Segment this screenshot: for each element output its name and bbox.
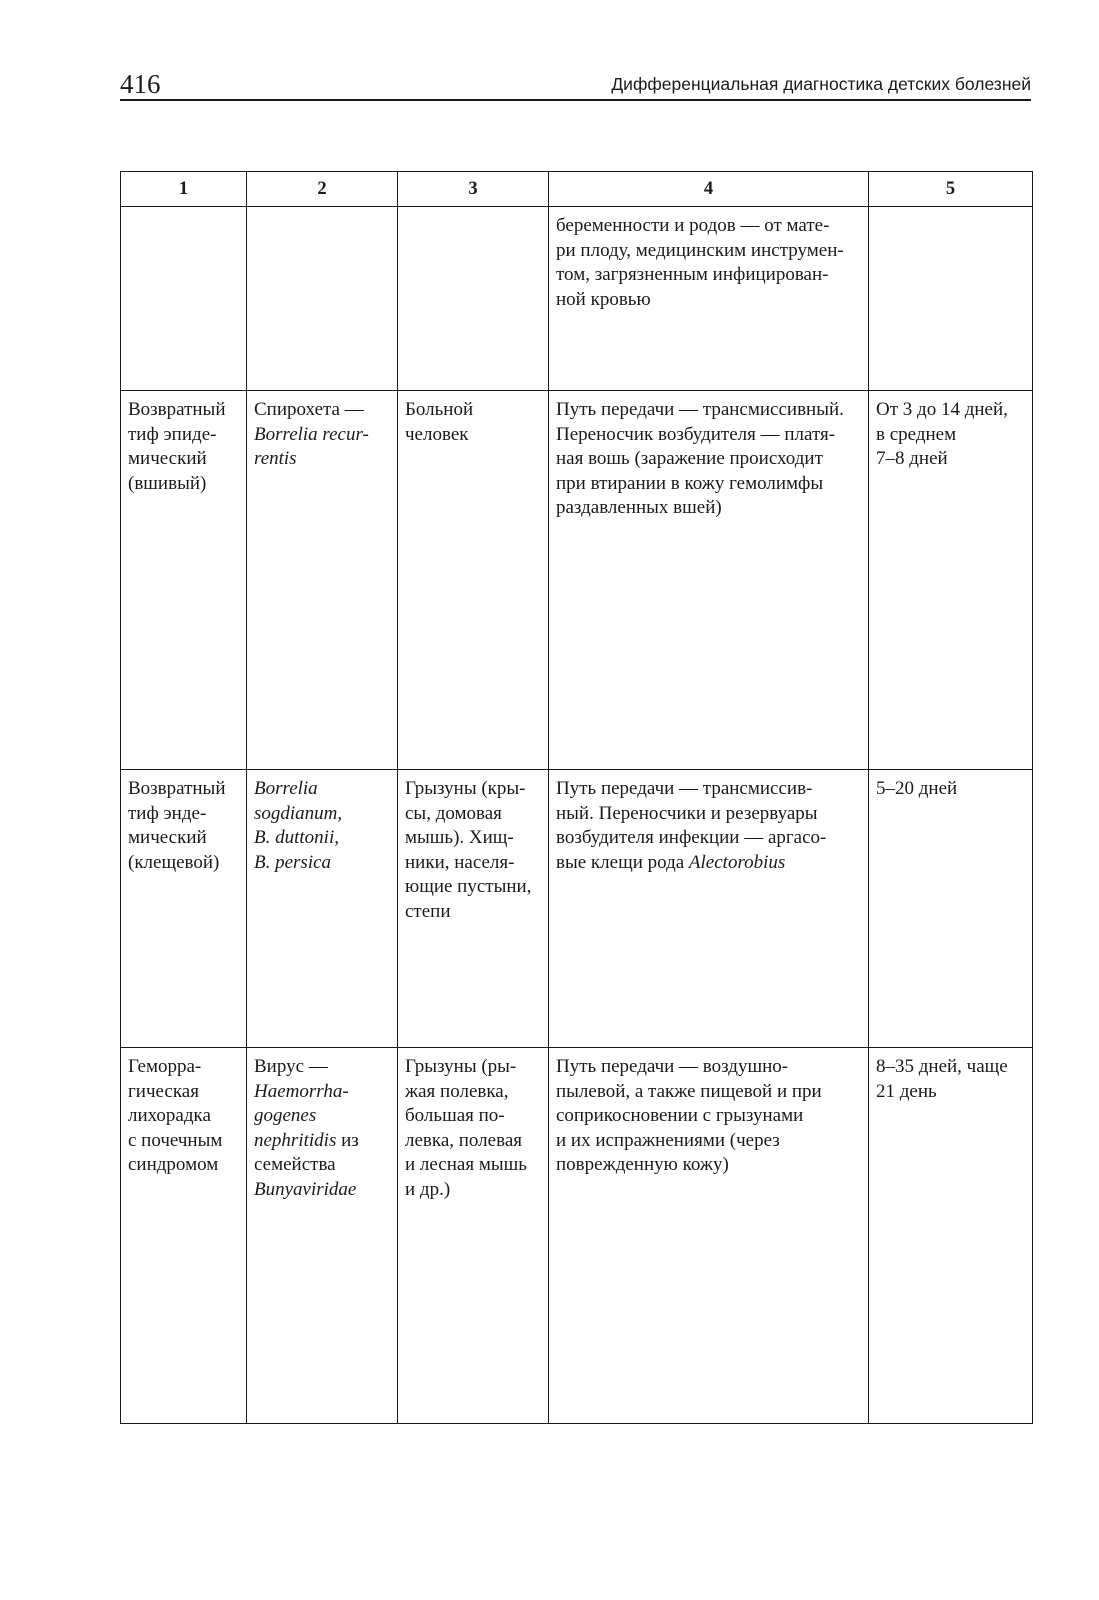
cell-pathogen bbox=[247, 207, 398, 391]
cell-pathogen bbox=[247, 770, 398, 1048]
table-row bbox=[121, 770, 1033, 1048]
pathogen-latin-name: Haemorrha- gogenes nephritidis bbox=[254, 1080, 349, 1151]
pathogen-latin-name: Borrelia recur- rentis bbox=[254, 423, 369, 469]
cell-transmission bbox=[549, 770, 869, 1048]
vector-latin-name: Alectorobius bbox=[688, 851, 786, 873]
cell-disease: Возвратный тиф эпиде- мический (вшивый) bbox=[121, 391, 247, 770]
cell-incubation bbox=[869, 207, 1033, 391]
family-latin-name: Bunyaviridae bbox=[254, 1178, 357, 1200]
header-rule bbox=[120, 99, 1031, 101]
pathogen-prefix: Вирус — bbox=[254, 1056, 328, 1077]
cell-disease: Геморра- гическая лихорадка с почечным синдромом bbox=[121, 1048, 247, 1424]
cell-source bbox=[398, 207, 549, 391]
cell-disease bbox=[121, 207, 247, 391]
cell-source: Грызуны (ры- жая полевка, большая по- левка, полевая и лесная мышь и др.) bbox=[398, 1048, 549, 1424]
cell-incubation: От 3 до 14 дней, в среднем 7–8 дней bbox=[869, 391, 1033, 770]
column-header-3: 3 bbox=[398, 172, 549, 207]
cell-pathogen bbox=[247, 1048, 398, 1424]
cell-incubation: 5–20 дней bbox=[869, 770, 1033, 1048]
column-header-5: 5 bbox=[869, 172, 1033, 207]
page-number: 416 bbox=[120, 69, 161, 99]
cell-transmission: беременности и родов — от мате- ри плоду, медицинским инструмен- том, загрязненным инфицирован- ной кровью bbox=[549, 207, 869, 391]
cell-source: Больной человек bbox=[398, 391, 549, 770]
column-header-4: 4 bbox=[549, 172, 869, 207]
cell-transmission: Путь передачи — трансмиссивный. Переносчик возбудителя — платя- ная вошь (заражение происходит при втирании в кожу гемолимфы раздавленных вшей) bbox=[549, 391, 869, 770]
transmission-text: Путь передачи — трансмиссив- ный. Переносчики и резервуары возбудителя инфекции — аргасо- вые клещи рода bbox=[556, 778, 827, 873]
column-header-1: 1 bbox=[121, 172, 247, 207]
cell-incubation: 8–35 дней, чаще 21 день bbox=[869, 1048, 1033, 1424]
pathogen-family-text: из семейства bbox=[254, 1129, 359, 1175]
cell-source: Грызуны (кры- сы, домовая мышь). Хищ- ники, населя- ющие пустыни, степи bbox=[398, 770, 549, 1048]
table-row bbox=[121, 207, 1033, 391]
cell-transmission: Путь передачи — воздушно- пылевой, а также пищевой и при соприкосновении с грызунами и их испражнениями (через поврежденную кожу) bbox=[549, 1048, 869, 1424]
column-header-2: 2 bbox=[247, 172, 398, 207]
pathogen-prefix: Спирохета — bbox=[254, 399, 364, 420]
table-row bbox=[121, 1048, 1033, 1424]
table-header-row bbox=[121, 172, 1033, 207]
cell-disease: Возвратный тиф энде- мический (клещевой) bbox=[121, 770, 247, 1048]
pathogen-latin-name: Borrelia sogdianum, B. duttonii, B. persica bbox=[254, 778, 343, 873]
running-title: Дифференциальная диагностика детских болезней bbox=[611, 74, 1031, 94]
data-table bbox=[120, 171, 1033, 1424]
cell-pathogen bbox=[247, 391, 398, 770]
table-row bbox=[121, 391, 1033, 770]
